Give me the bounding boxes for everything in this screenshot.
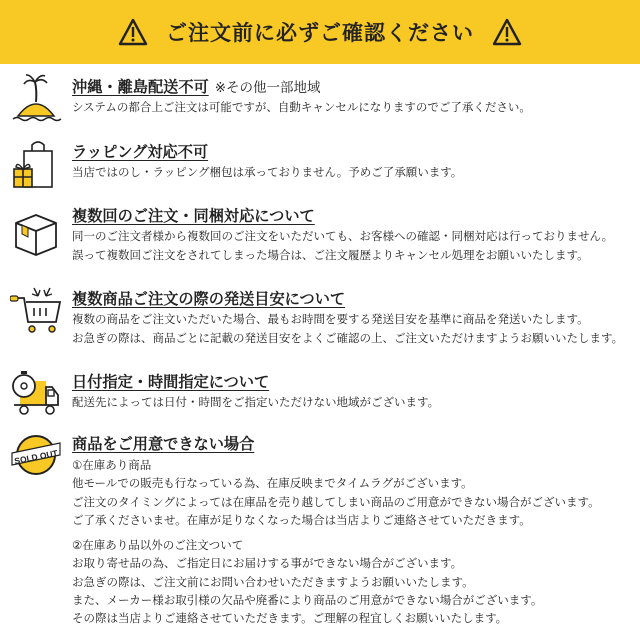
section-title: 日付指定・時間指定について xyxy=(72,373,270,391)
section-title: 沖縄・離島配送不可 ※その他一部地域 xyxy=(72,78,321,96)
truck-clock-icon xyxy=(10,365,62,417)
gift-bag-icon xyxy=(10,139,62,191)
section-title: 複数回のご注文・同梱対応について xyxy=(72,207,315,225)
section-body: 同一のご注文者様から複数回のご注文をいただいても、お客様への確認・同梱対応は行っておりません。 誤って複数回ご注文をされてしまった場合は、ご注文履歴よりキャンセル処理をお願いいたします。 xyxy=(72,229,614,262)
section-body-other-items: ②在庫あり品以外のご注文ついて お取り寄せ品の為、ご指定日にお届けする事ができない場合がございます。 お急ぎの際は、ご注文前にお問い合わせいただきますようお願いいたします。 また、メーカー様お取引様の欠品や廃番により商品のご用意ができない場合がございます。 その際は当店よりご連絡させていただきます。ご理解の程宜しくお願いいたします。 xyxy=(72,538,543,626)
section-body: 複数の商品をご注文いただいた場合、最もお時間を要する発送目安を基準に商品を発送いたします。 お急ぎの際は、商品ごとに記載の発送目安をよくご確認の上、ご注文いただけますようお願いいたします。 xyxy=(72,312,624,345)
section-title: ラッピング対応不可 xyxy=(72,143,209,161)
section-body-in-stock: ①在庫あり商品 他モールでの販売も行なっている為、在庫反映までタイムラグがございます。 ご注文のタイミングによっては在庫品を売り越してしまい商品のご用意ができない場合がございます。 ご了承くださいませ。在庫が足りなくなった場合は当店よりご連絡させていただきます。 xyxy=(72,458,600,527)
header-title: ご注文前に必ずご確認ください xyxy=(166,21,474,45)
cart-icon xyxy=(10,286,62,338)
section-title: 商品をご用意できない場合 xyxy=(72,435,255,453)
svg-text:SOLD OUT: SOLD OUT xyxy=(13,447,59,467)
island-icon xyxy=(10,72,62,124)
section-body: 当店ではのし・ラッピング梱包は承っておりません。予めご了承願います。 xyxy=(72,165,463,179)
header-banner xyxy=(0,0,640,64)
warning-icon xyxy=(118,18,148,46)
warning-icon xyxy=(492,18,522,46)
sold-out-icon xyxy=(10,431,62,483)
section-note: ※その他一部地域 xyxy=(214,80,321,96)
section-body: システムの都合上ご注文は可能ですが、自動キャンセルになりますのでご了承ください。 xyxy=(72,100,531,114)
section-title: 複数商品ご注文の際の発送目安について xyxy=(72,290,346,308)
box-icon xyxy=(10,207,62,259)
section-body: 配送先によっては日付・時間をご指定いただけない地域がございます。 xyxy=(72,395,440,409)
